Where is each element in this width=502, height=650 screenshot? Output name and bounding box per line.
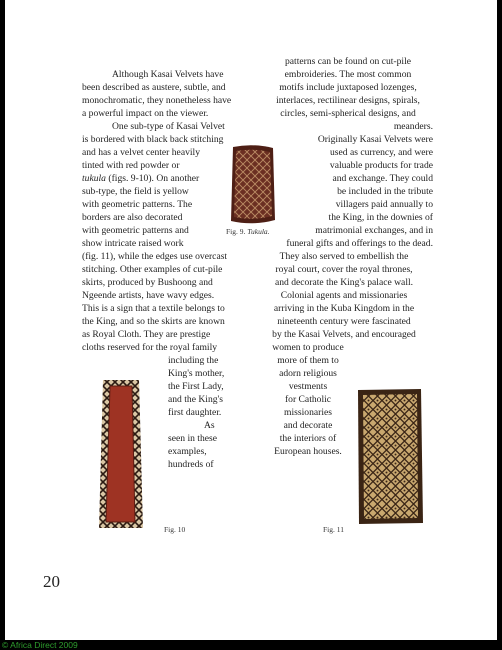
body-text-line: by the Kasai Velvets, and encouraged xyxy=(272,329,416,340)
body-text-line: Colonial agents and missionaries xyxy=(280,290,408,301)
body-text-line: seen in these xyxy=(168,433,218,444)
body-text-line: cloths reserved for the royal family xyxy=(82,342,218,353)
body-text-line: used as currency, and were xyxy=(330,147,433,158)
fig9-tukula-image xyxy=(227,144,279,226)
body-text-line: the King, in the downies of xyxy=(328,212,433,223)
body-text-line: and exchange. They could xyxy=(332,173,433,184)
body-text-line: for Catholic xyxy=(284,394,332,405)
fig10-caption: Fig. 10 xyxy=(164,525,186,534)
body-text-line: be included in the tribute xyxy=(337,186,433,197)
body-text-line: royal court, cover the royal thrones, xyxy=(275,264,413,275)
body-text-line: with geometric patterns. The xyxy=(82,199,193,210)
body-text-line: One sub-type of Kasai Velvet xyxy=(112,121,225,132)
copyright-notice: © Africa Direct 2009 xyxy=(2,640,78,650)
body-text-line: circles, semi-spherical designs, and xyxy=(280,108,416,119)
body-text-line: tukula (figs. 9-10). On another xyxy=(82,173,200,184)
body-text-line: the King, and so the skirts are known xyxy=(82,316,225,327)
body-text-line: arriving in the Kuba Kingdom in the xyxy=(273,303,415,314)
body-text-line: been described as austere, subtle, and xyxy=(82,82,226,93)
body-text-line: As xyxy=(204,420,215,431)
body-text-line: They also served to embellish the xyxy=(279,251,409,262)
body-text-line: monochromatic, they nonetheless have xyxy=(82,95,232,106)
body-text-line: with geometric patterns and xyxy=(82,225,189,236)
body-text-line: skirts, produced by Bushoong and xyxy=(82,277,213,288)
body-text-line: meanders. xyxy=(393,121,433,132)
body-text-line: and the King's xyxy=(168,394,224,405)
body-text-line: stitching. Other examples of cut-pile xyxy=(82,264,223,275)
body-text-line: and has a velvet center heavily xyxy=(82,147,201,158)
body-text-line: and decorate xyxy=(283,420,333,431)
body-text-line: borders are also decorated xyxy=(82,212,183,223)
body-text-line: Originally Kasai Velvets were xyxy=(317,134,433,145)
body-text-line: sub-type, the field is yellow xyxy=(82,186,189,197)
body-text-line: examples, xyxy=(168,446,207,457)
body-text-line: adorn religious xyxy=(279,368,337,379)
body-text-line: first daughter. xyxy=(168,407,222,418)
body-text-line: hundreds of xyxy=(168,459,214,470)
book-page xyxy=(5,0,497,640)
body-text-line: Although Kasai Velvets have xyxy=(112,69,224,80)
body-text-line: Ngeende artists, have wavy edges. xyxy=(82,290,215,301)
body-text-line: motifs include juxtaposed lozenges, xyxy=(279,82,417,93)
body-text-line: tinted with red powder or xyxy=(82,160,180,171)
body-text-line: and decorate the King's palace wall. xyxy=(274,277,414,288)
body-text-line: show intricate raised work xyxy=(82,238,184,249)
body-text-line: nineteenth century were fascinated xyxy=(277,316,411,327)
body-text-line: is bordered with black back stitching xyxy=(82,134,224,145)
fig10-velvet-skirt-image xyxy=(87,378,157,532)
body-text-line: the interiors of xyxy=(279,433,337,444)
body-text-line: missionaries xyxy=(284,407,332,418)
body-text-line: embroideries. The most common xyxy=(284,69,412,80)
page-number: 20 xyxy=(43,572,60,591)
fig11-caption: Fig. 11 xyxy=(323,525,344,534)
body-text-line: This is a sign that a textile belongs to xyxy=(82,303,225,314)
body-text-line: patterns can be found on cut-pile xyxy=(284,56,411,67)
body-text-line: a powerful impact on the viewer. xyxy=(82,108,209,119)
body-text-line: including the xyxy=(168,355,219,366)
body-text-line: matrimonial exchanges, and in xyxy=(315,225,433,236)
body-text-line: more of them to xyxy=(277,355,339,366)
body-text-line: interlaces, rectilinear designs, spirals, xyxy=(276,95,420,106)
body-text-line: valuable products for trade xyxy=(329,160,433,171)
body-text-line: the First Lady, xyxy=(168,381,224,392)
fig11-geometric-skirt-image xyxy=(355,387,427,527)
body-text-line: funeral gifts and offerings to the dead. xyxy=(286,238,433,249)
body-text-line: as Royal Cloth. They are prestige xyxy=(82,329,211,340)
tukula-term: tukula xyxy=(82,173,106,184)
fig9-caption: Fig. 9. Tukula. xyxy=(226,227,270,236)
body-text-line: women to produce xyxy=(272,342,344,353)
body-text-line: (fig. 11), while the edges use overcast xyxy=(82,251,228,262)
body-text-line: villagers paid annually to xyxy=(335,199,433,210)
body-text-line: King's mother, xyxy=(168,368,225,379)
body-text-line: European houses. xyxy=(274,446,342,457)
body-text-line: vestments xyxy=(288,381,328,392)
